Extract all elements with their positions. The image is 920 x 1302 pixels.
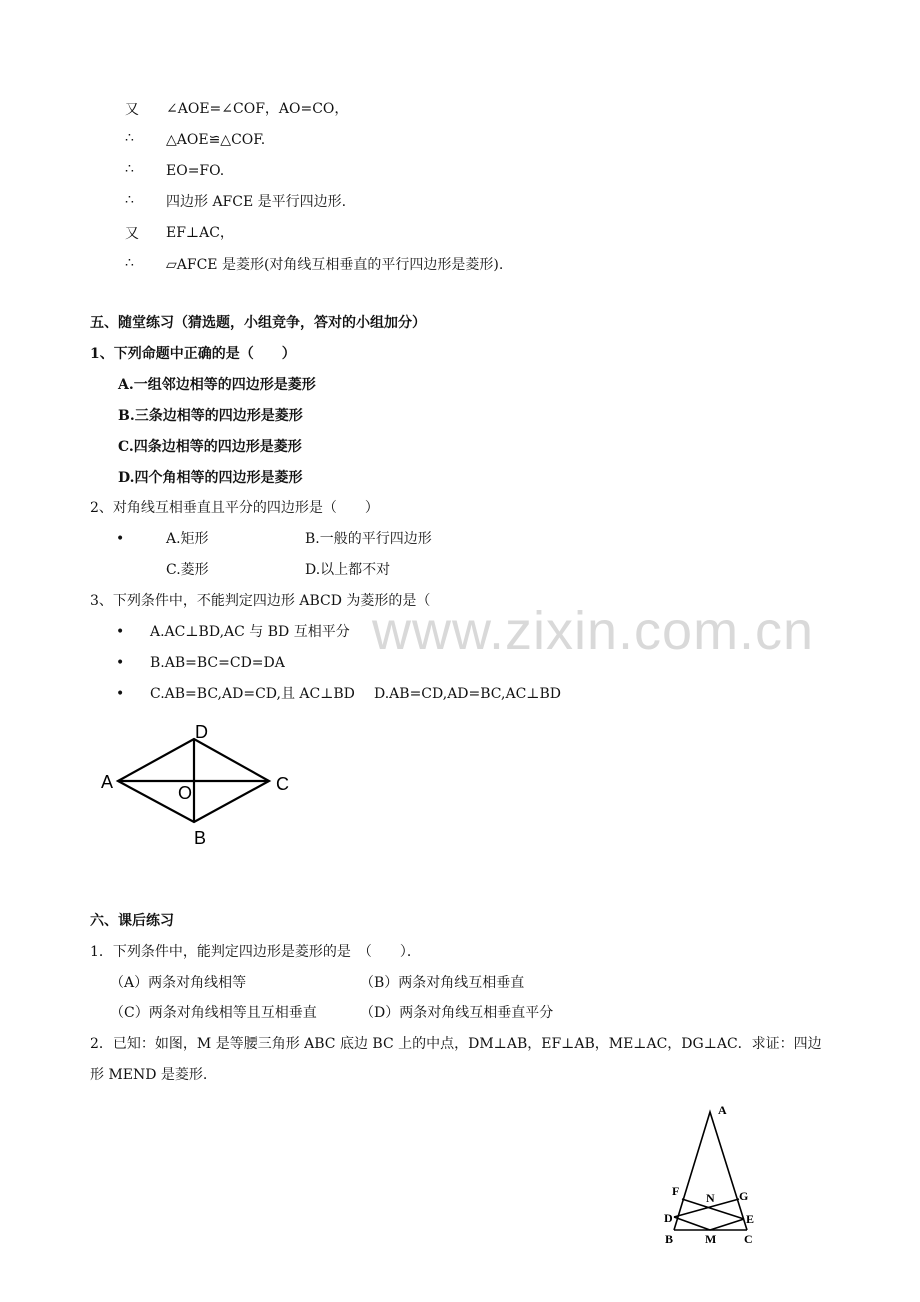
proof-line: △AOE≌△COF. (166, 132, 266, 148)
proof-prefix: 又 (125, 102, 139, 118)
s6-q1-stem: 1．下列条件中，能判定四边形是菱形的是 （ ）． (90, 944, 421, 960)
bullet: • (116, 655, 125, 671)
section6-heading: 六、课后练习 (90, 913, 174, 929)
s5-q1-stem: 1、下列命题中正确的是（ ） (90, 346, 296, 362)
s5-q1-option-c: C.四条边相等的四边形是菱形 (118, 439, 302, 455)
proof-prefix: ∴ (125, 192, 134, 208)
s5-q1-option-b: B.三条边相等的四边形是菱形 (118, 408, 303, 424)
s5-q3-option-a: A.AC⊥BD,AC 与 BD 互相平分 (150, 624, 350, 640)
rhombus-label-d: D (195, 722, 208, 742)
rhombus-diagram (95, 718, 305, 853)
bullet: • (116, 531, 125, 547)
s5-q3-option-b: B.AB=BC=CD=DA (150, 655, 285, 671)
proof-line: EF⊥AC， (166, 225, 234, 241)
s6-q1-option-b: （B）两条对角线互相垂直 (360, 975, 525, 991)
triangle-diagram (655, 1098, 775, 1250)
s6-q1-option-a: （A）两条对角线相等 (110, 975, 247, 991)
s5-q2-option-c: C.菱形 (166, 562, 209, 578)
rhombus-label-b: B (194, 828, 207, 848)
tri-label-m: M (705, 1232, 717, 1246)
tri-label-a: A (718, 1103, 727, 1117)
tri-label-n: N (706, 1191, 715, 1205)
s6-q1-option-c: （C）两条对角线相等且互相垂直 (110, 1005, 317, 1021)
watermark: www.zixin.com.cn (372, 601, 815, 661)
rhombus-label-c: C (276, 774, 289, 794)
rhombus-label-o: O (178, 783, 193, 803)
s5-q1-option-d: D.四个角相等的四边形是菱形 (118, 470, 303, 486)
proof-prefix: 又 (125, 226, 139, 242)
s5-q3-stem: 3、下列条件中，不能判定四边形 ABCD 为菱形的是（ (90, 593, 431, 609)
s5-q3-option-c: C.AB=BC,AD=CD,且 AC⊥BD (150, 686, 355, 702)
rhombus-label-a: A (101, 772, 114, 792)
tri-label-d: D (664, 1211, 673, 1225)
bullet: • (116, 686, 125, 702)
s5-q3-option-d: D.AB=CD,AD=BC,AC⊥BD (374, 686, 561, 702)
s5-q2-stem: 2、对角线互相垂直且平分的四边形是（ ） (90, 500, 379, 516)
proof-line: ▱AFCE 是菱形(对角线互相垂直的平行四边形是菱形). (166, 257, 504, 273)
tri-label-g: G (739, 1189, 749, 1203)
bullet: • (116, 624, 125, 640)
tri-label-b: B (665, 1232, 674, 1246)
proof-prefix: ∴ (125, 161, 134, 177)
s5-q1-option-a: A.一组邻边相等的四边形是菱形 (118, 377, 316, 393)
section5-heading: 五、随堂练习（猜选题，小组竞争，答对的小组加分） (90, 315, 426, 331)
s6-q2-line2: 形 MEND 是菱形. (90, 1067, 208, 1083)
tri-label-e: E (746, 1212, 755, 1226)
proof-prefix: ∴ (125, 130, 134, 146)
proof-line: 四边形 AFCE 是平行四边形. (166, 194, 347, 210)
proof-line: EO=FO. (166, 163, 225, 179)
tri-label-f: F (672, 1184, 680, 1198)
s6-q1-option-d: （D）两条对角线互相垂直平分 (360, 1005, 554, 1021)
s6-q2-line1: 2．已知：如图，M 是等腰三角形 ABC 底边 BC 上的中点，DM⊥AB，EF⊥AB，ME⊥AC，DG⊥AC．求证：四边 (90, 1036, 822, 1052)
tri-label-c: C (744, 1232, 753, 1246)
proof-line: ∠AOE=∠COF，AO=CO， (166, 101, 349, 117)
proof-prefix: ∴ (125, 255, 134, 271)
s5-q2-option-a: A.矩形 (166, 531, 209, 547)
s5-q2-option-d: D.以上都不对 (305, 562, 391, 578)
s5-q2-option-b: B.一般的平行四边形 (305, 531, 432, 547)
